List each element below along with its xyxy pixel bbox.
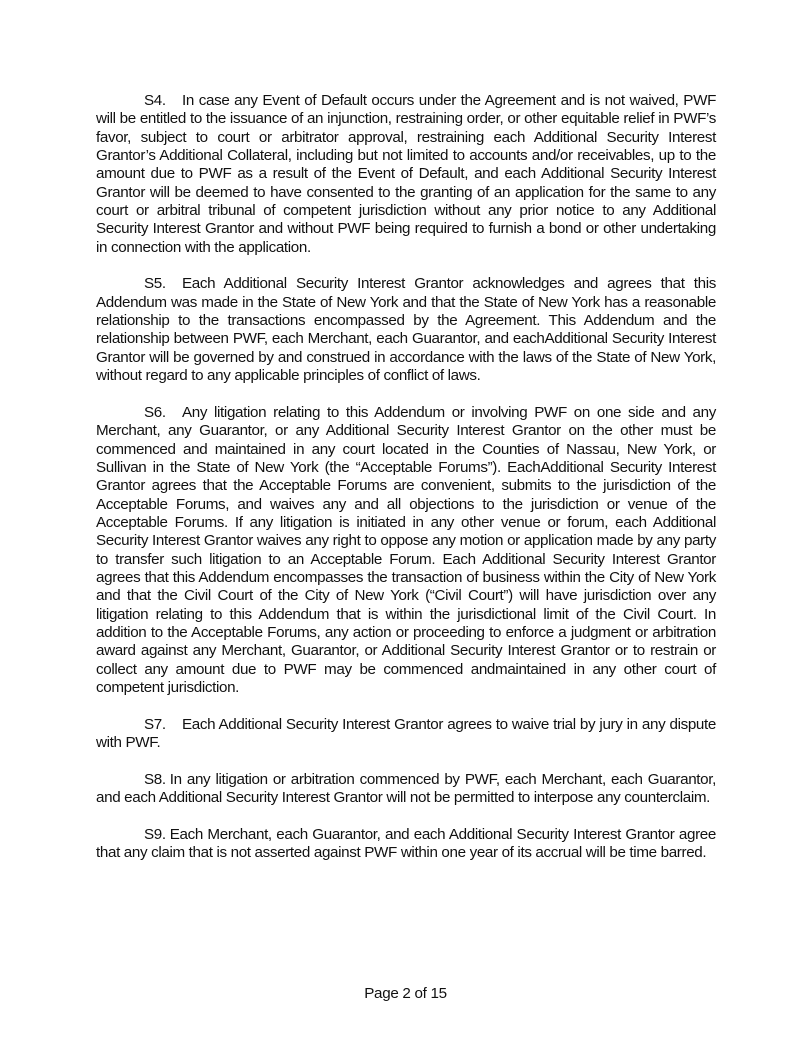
section-s9 [96, 826, 716, 863]
section-number: S7. [144, 715, 166, 733]
section-text: In case any Event of Default occurs under the Agreement and is not waived, PWF will be entitled to the issuance of an injunction, restraining order, or other equitable relief in PWF’s favor, subject to court or arbitrator approval, restraining each Additional Security Interest Grantor’s Additional Collateral, including but not limited to accounts and/or receivables, up to the amount due to PWF as a result of the Event of Default, and each Additional Security Interest Grantor will be deemed to have consented to the granting of an application for the same to any court or arbitral tribunal of competent jurisdiction without any prior notice to any Additional Security Interest Grantor and without PWF being required to furnish a bond or other undertaking in connection with the application. [96, 92, 716, 256]
section-number: S4. [144, 92, 166, 109]
section-text: Any litigation relating to this Addendum or involving PWF on one side and any Merchant, any Guarantor, or any Additional Security Interest Grantor on the other must be commenced and maintained in any court located in the Counties of Nassau, New York, or Sullivan in the State of New York (the “Acceptable Forums”). EachAdditional Security Interest Grantor agrees that the Acceptable Forums are convenient, submits to the jurisdiction of the Acceptable Forums, and waives any and all objections to the jurisdiction or venue of the Acceptable Forums. If any litigation is initiated in any other venue or forum, each Additional Security Interest Grantor waives any right to oppose any motion or application made by any party to transfer such litigation to an Acceptable Forum. Each Additional Security Interest Grantor agrees that this Addendum encompasses the transaction of business within the City of New York and that the Civil Court of the City of New York (“Civil Court”) will have jurisdiction over any litigation relating to this Addendum that is within the jurisdictional limit of the Civil Court. In addition to the Acceptable Forums, any action or proceeding to enforce a judgment or arbitration award against any Merchant, Guarantor, or Additional Security Interest Grantor or to restrain or collect any amount due to PWF may be commenced andmaintained in any other court of competent jurisdiction. [96, 403, 716, 696]
page-footer: Page 2 of 15 [364, 985, 447, 1002]
section-number: S6. [144, 403, 166, 421]
section-s6 [96, 404, 716, 698]
section-number: S8. [144, 770, 166, 788]
section-number: S9. [144, 825, 166, 843]
section-s4 [96, 92, 716, 257]
section-text: Each Additional Security Interest Grantor agrees to waive trial by jury in any dispute with PWF. [96, 715, 716, 752]
section-text: Each Additional Security Interest Grantor acknowledges and agrees that this Addendum was made in the State of New York and that the State of New York has a reasonable relationship to the transactions encompassed by the Agreement. This Addendum and the relationship between PWF, each Merchant, each Guarantor, and eachAdditional Security Interest Grantor will be governed by and construed in accordance with the laws of the State of New York, without regard to any applicable principles of conflict of laws. [96, 275, 716, 385]
document-page [96, 92, 716, 881]
section-text: In any litigation or arbitration commenced by PWF, each Merchant, each Guarantor, and each Additional Security Interest Grantor will not be permitted to interpose any counterclaim. [96, 770, 716, 807]
section-number: S5. [144, 275, 166, 293]
section-s7 [96, 716, 716, 753]
section-s8 [96, 771, 716, 808]
section-text: Each Merchant, each Guarantor, and each Additional Security Interest Grantor agree that any claim that is not asserted against PWF within one year of its accrual will be time barred. [96, 825, 716, 862]
section-s5 [96, 275, 716, 385]
